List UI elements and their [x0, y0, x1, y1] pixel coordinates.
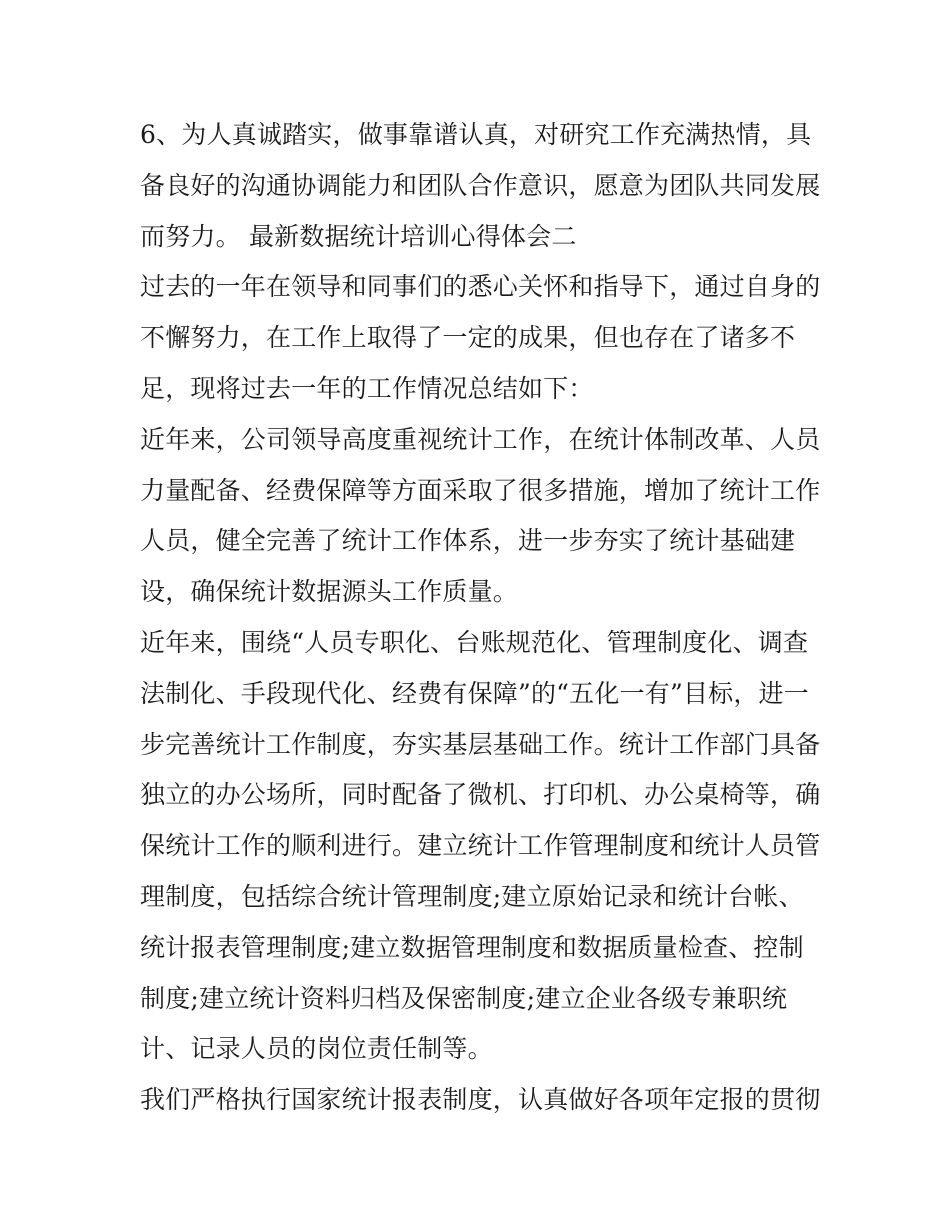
text-line: 而努力。 最新数据统计培训心得体会二 [140, 221, 577, 251]
text-line: 法制化、手段现代化、经费有保障”的“五化一有”目标，进一 [140, 678, 809, 708]
text-line: 我们严格执行国家统计报表制度，认真做好各项年定报的贯彻 [140, 1085, 821, 1115]
text-line: 理制度，包括综合统计管理制度;建立原始记录和统计台帐、 [140, 881, 804, 911]
text-line: 近年来，公司领导高度重视统计工作，在统计体制改革、人员 [140, 424, 821, 454]
text-line: 统计报表管理制度;建立数据管理制度和数据质量检查、控制 [140, 932, 804, 962]
text-line: 6、为人真诚踏实，做事靠谱认真，对研究工作充满热情，具 [140, 120, 812, 149]
text-line: 步完善统计工作制度，夯实基层基础工作。统计工作部门具备 [140, 729, 821, 759]
text-line: 近年来，围绕“人员专职化、台账规范化、管理制度化、调查 [140, 627, 809, 657]
text-line: 人员，健全完善了统计工作体系，进一步夯实了统计基础建 [140, 526, 796, 556]
text-line: 不懈努力，在工作上取得了一定的成果，但也存在了诸多不 [140, 323, 796, 353]
document-body [140, 110, 830, 1126]
text-line: 保统计工作的顺利进行。建立统计工作管理制度和统计人员管 [140, 831, 821, 861]
text-line: 制度;建立统计资料归档及保密制度;建立企业各级专兼职统 [140, 983, 788, 1013]
text-line: 备良好的沟通协调能力和团队合作意识，愿意为团队共同发展 [140, 170, 821, 200]
text-line: 设，确保统计数据源头工作质量。 [140, 577, 519, 607]
text-line: 足，现将过去一年的工作情况总结如下： [140, 373, 594, 403]
text-line: 过去的一年在领导和同事们的悉心关怀和指导下，通过自身的 [140, 272, 821, 302]
text-line: 独立的办公场所，同时配备了微机、打印机、办公桌椅等，确 [140, 780, 821, 810]
text-line: 计、记录人员的岗位责任制等。 [140, 1034, 493, 1064]
text-line: 力量配备、经费保障等方面采取了很多措施，增加了统计工作 [140, 475, 821, 505]
